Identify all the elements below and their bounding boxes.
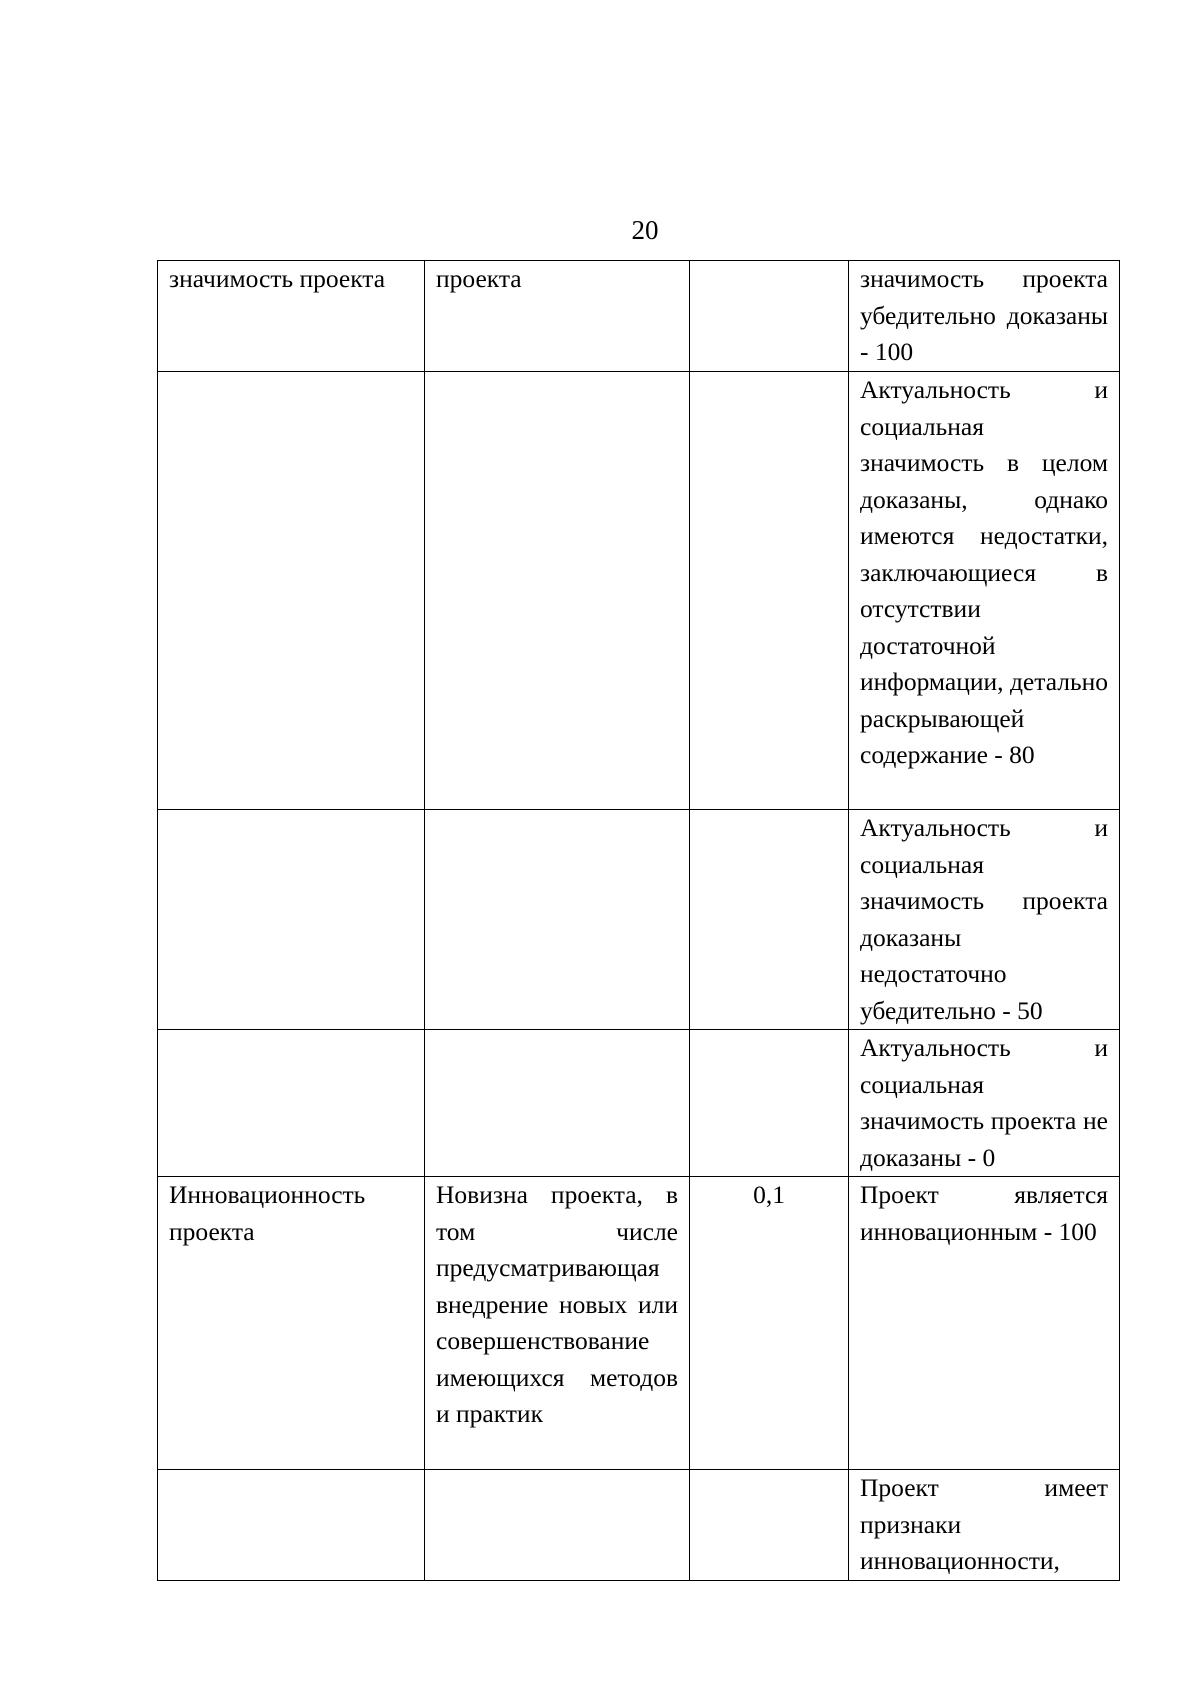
score-cell: Проект имеет признаки инновационности, (849, 1470, 1120, 1581)
weight-cell (690, 1030, 849, 1177)
score-cell: Актуальность и социальная значимость проекта не доказаны - 0 (849, 1030, 1120, 1177)
page-number: 20 (631, 215, 659, 245)
description-cell (425, 372, 690, 810)
description-cell: Новизна проекта, в том числе предусматривающая внедрение новых или совершенствование имеющихся методов и практик (425, 1177, 690, 1470)
description-cell (425, 1470, 690, 1581)
weight-cell (690, 810, 849, 1030)
table-row (158, 1470, 1120, 1581)
criterion-cell: Инновационность проекта (158, 1177, 425, 1470)
evaluation-criteria-table (157, 260, 1120, 1581)
weight-cell (690, 261, 849, 372)
score-cell: Актуальность и социальная значимость проекта доказаны недостаточно убедительно - 50 (849, 810, 1120, 1030)
description-cell (425, 1030, 690, 1177)
table-row (158, 372, 1120, 810)
score-cell: значимость проекта убедительно доказаны - 100 (849, 261, 1120, 372)
table-row (158, 1030, 1120, 1177)
weight-cell: 0,1 (690, 1177, 849, 1470)
criterion-cell (158, 1030, 425, 1177)
description-cell (425, 810, 690, 1030)
table-row (158, 810, 1120, 1030)
score-cell: Актуальность и социальная значимость в целом доказаны, однако имеются недостатки, заключающиеся в отсутствии достаточной информации, детально раскрывающей содержание - 80 (849, 372, 1120, 810)
criterion-cell (158, 372, 425, 810)
weight-cell (690, 1470, 849, 1581)
table-row (158, 1177, 1120, 1470)
score-cell: Проект является инновационным - 100 (849, 1177, 1120, 1470)
criterion-cell (158, 810, 425, 1030)
description-cell: проекта (425, 261, 690, 372)
criterion-cell (158, 1470, 425, 1581)
weight-cell (690, 372, 849, 810)
table-row (158, 261, 1120, 372)
criterion-cell: значимость проекта (158, 261, 425, 372)
